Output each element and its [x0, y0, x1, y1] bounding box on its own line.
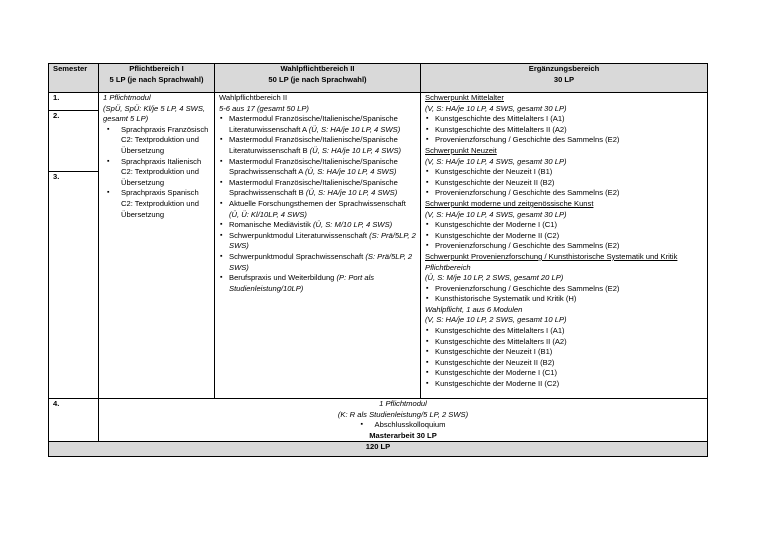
semester-cell-1-3 — [49, 93, 99, 399]
erg-wahlpflicht-note: (V, S: HA/je 10 LP, 2 SWS, gesamt 10 LP) — [425, 315, 567, 325]
wahl-item: ▪ Romanische Mediävistik (Ü, S: M/10 LP, 4 SWS) — [219, 220, 416, 231]
erg-item: ▪ Kunstgeschichte der Moderne I (C1) — [425, 220, 703, 231]
sem4-thesis: Masterarbeit 30 LP — [369, 430, 437, 440]
wahl-item: ▪ Schwerpunktmodul Sprachwissenschaft (S: Prä/5LP, 2 SWS) — [219, 252, 416, 273]
header-pflichtbereich — [99, 64, 215, 93]
erg-group-note: (V, S: HA/je 10 LP, 4 SWS, gesamt 30 LP) — [425, 209, 567, 219]
erg-group-title: Schwerpunkt Mittelalter — [425, 93, 504, 102]
erg-group-title: Schwerpunkt moderne und zeitgenössische Kunst — [425, 198, 594, 208]
erg-item: ▪ Kunstgeschichte der Neuzeit I (B1) — [425, 347, 703, 358]
pflicht-item: ▪ Sprachpraxis Spanisch C2: Textproduktion und Übersetzung — [103, 188, 210, 220]
pflicht-intro2: (SpÜ, SpÜ: Kl/je 5 LP, 4 SWS, gesamt 5 LP) — [103, 103, 205, 124]
header-wahlpflichtbereich — [215, 64, 421, 93]
wahl-cell — [215, 93, 421, 399]
pflicht-cell — [99, 93, 215, 399]
erg-item: ▪ Kunstgeschichte der Neuzeit II (B2) — [425, 178, 703, 189]
semester-4-row — [49, 399, 708, 442]
erg-item: ▪ Kunstgeschichte der Neuzeit I (B1) — [425, 167, 703, 178]
wahl-list — [219, 114, 416, 294]
header-wahl-sub: 50 LP (je nach Sprachwahl) — [268, 74, 367, 84]
wahl-line2: 5-6 aus 17 (gesamt 50 LP) — [219, 103, 309, 113]
pflicht-item: ▪ Sprachpraxis Französisch C2: Textproduktion und Übersetzung — [103, 125, 210, 157]
wahl-item: ▪ Aktuelle Forschungsthemen der Sprachwissenschaft (Ü, Ü: Kl/10LP, 4 SWS) — [219, 199, 416, 220]
erg-item: ▪ Kunsthistorische Systematik und Kritik (H) — [425, 294, 703, 305]
wahl-item: ▪ Mastermodul Französische/Italienische/Spanische Sprachwissenschaft A (Ü, S: HA/je 10 LP, 4 SWS) — [219, 157, 416, 178]
erg-item: ▪ Kunstgeschichte des Mittelalters I (A1) — [425, 326, 703, 337]
erg-item: ▪ Provenienzforschung / Geschichte des Sammelns (E2) — [425, 135, 703, 146]
sem4-cell — [99, 399, 708, 442]
erg-item: ▪ Kunstgeschichte des Mittelalters II (A2) — [425, 125, 703, 136]
header-row — [49, 64, 708, 93]
erg-group-note: (V, S: HA/je 10 LP, 4 SWS, gesamt 30 LP) — [425, 103, 567, 113]
erg-group-list — [425, 167, 703, 199]
semester-3: 3. — [53, 172, 60, 181]
erg-group-list — [425, 220, 703, 252]
erg-item: ▪ Kunstgeschichte der Moderne II (C2) — [425, 379, 703, 390]
semester-1: 1. — [49, 93, 98, 111]
total-row — [49, 442, 708, 457]
wahl-item: ▪ Berufspraxis und Weiterbildung (P: Port als Studienleistung/10LP) — [219, 273, 416, 294]
erg-cell — [421, 93, 708, 399]
erg-prov-title: Schwerpunkt Provenienzforschung / Kunsthistorische Systematik und Kritik — [425, 251, 678, 261]
erg-wahlpflicht-list — [425, 326, 703, 390]
sem4-line2: (K: R als Studienleistung/5 LP, 2 SWS) — [337, 409, 469, 419]
sem4-item: ▪ Abschlusskolloquium — [361, 420, 446, 431]
header-wahl-title: Wahlpflichtbereich II — [280, 64, 355, 73]
erg-prov-sub: Pflichtbereich — [425, 262, 471, 272]
erg-item: ▪ Kunstgeschichte des Mittelalters I (A1) — [425, 114, 703, 125]
study-plan-table — [48, 63, 708, 457]
semester-2: 2. — [49, 111, 98, 172]
header-erg-sub: 30 LP — [553, 74, 575, 84]
erg-group-list — [425, 114, 703, 146]
erg-item: ▪ Kunstgeschichte des Mittelalters II (A2) — [425, 337, 703, 348]
pflicht-item: ▪ Sprachpraxis Italienisch C2: Textproduktion und Übersetzung — [103, 157, 210, 189]
wahl-line1: Wahlpflichtbereich II — [219, 93, 288, 102]
erg-item: ▪ Provenienzforschung / Geschichte des Sammelns (E2) — [425, 284, 703, 295]
header-pflicht-title: Pflichtbereich I — [129, 64, 184, 73]
erg-group-note: (V, S: HA/je 10 LP, 4 SWS, gesamt 30 LP) — [425, 156, 567, 166]
erg-prov-note: (Ü, S: M/je 10 LP, 2 SWS, gesamt 20 LP) — [425, 273, 564, 283]
erg-wahlpflicht-title: Wahlpflicht, 1 aus 6 Modulen — [425, 304, 523, 314]
wahl-item: ▪ Mastermodul Französische/Italienische/Spanische Literaturwissenschaft A (Ü, S: HA/je 10 LP, 4 SWS) — [219, 114, 416, 135]
header-erg-title: Ergänzungsbereich — [528, 64, 600, 73]
sem4-item-row — [103, 420, 703, 431]
pflicht-list — [103, 125, 210, 220]
erg-item: ▪ Provenienzforschung / Geschichte des Sammelns (E2) — [425, 188, 703, 199]
erg-group-title: Schwerpunkt Neuzeit — [425, 145, 497, 155]
sem4-line1: 1 Pflichtmodul — [379, 399, 427, 408]
header-pflicht-sub: 5 LP (je nach Sprachwahl) — [109, 74, 204, 84]
wahl-item: ▪ Mastermodul Französische/Italienische/Spanische Sprachwissenschaft B (Ü, S: HA/je 10 LP, 4 SWS) — [219, 178, 416, 199]
semester-4: 4. — [49, 399, 99, 442]
erg-item: ▪ Provenienzforschung / Geschichte des Sammelns (E2) — [425, 241, 703, 252]
erg-item: ▪ Kunstgeschichte der Moderne II (C2) — [425, 231, 703, 242]
erg-item: ▪ Kunstgeschichte der Neuzeit II (B2) — [425, 358, 703, 369]
erg-item: ▪ Kunstgeschichte der Moderne I (C1) — [425, 368, 703, 379]
header-semester: Semester — [49, 64, 99, 93]
erg-prov-list — [425, 284, 703, 305]
semesters-1-3-row — [49, 93, 708, 399]
wahl-item: ▪ Mastermodul Französische/Italienische/Spanische Literaturwissenschaft B (Ü, S: HA/je 10 LP, 4 SWS) — [219, 135, 416, 156]
pflicht-intro1: 1 Pflichtmodul — [103, 93, 151, 102]
header-ergaenzungsbereich — [421, 64, 708, 93]
wahl-item: ▪ Schwerpunktmodul Literaturwissenschaft (S: Prä/5LP, 2 SWS) — [219, 231, 416, 252]
total-lp: 120 LP — [49, 442, 708, 457]
